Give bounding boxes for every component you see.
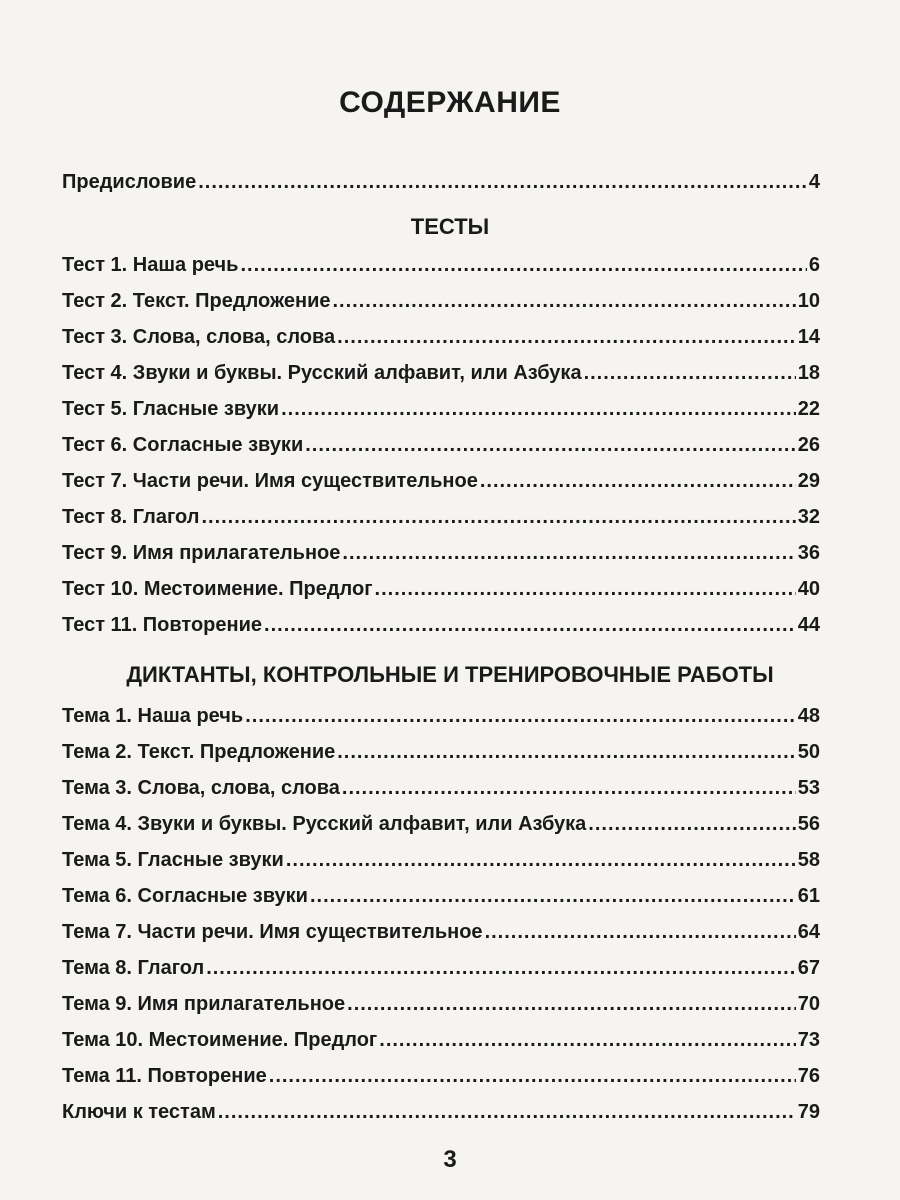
toc-entry-label: Ключи к тестам xyxy=(62,1101,216,1123)
toc-entry[interactable] xyxy=(62,319,820,349)
toc-entry-page: 6 xyxy=(808,254,820,276)
dot-leader xyxy=(240,254,806,277)
toc-entry-page: 50 xyxy=(797,741,820,763)
toc-entry-page: 48 xyxy=(797,705,820,727)
toc-entry-label: Тема 4. Звуки и буквы. Русский алфавит, или Азбука xyxy=(62,813,587,835)
toc-entry-preface[interactable] xyxy=(62,164,820,194)
toc-entry-label: Тема 5. Гласные звуки xyxy=(62,849,284,871)
toc-entry[interactable] xyxy=(62,571,820,601)
toc-entry-label: Тема 3. Слова, слова, слова xyxy=(62,777,340,799)
dot-leader xyxy=(269,1065,796,1088)
toc-entry[interactable] xyxy=(62,247,820,277)
toc-entry-label: Тема 8. Глагол xyxy=(62,957,205,979)
toc-entry-label: Тема 10. Местоимение. Предлог xyxy=(62,1029,378,1051)
toc-entry[interactable] xyxy=(62,950,820,980)
dot-leader xyxy=(342,542,795,565)
dot-leader xyxy=(201,506,795,529)
toc-entry-page: 79 xyxy=(797,1101,820,1123)
toc-entry[interactable] xyxy=(62,535,820,565)
toc-entry-page: 61 xyxy=(797,885,820,907)
toc-entry[interactable] xyxy=(62,986,820,1016)
toc-entry-page: 70 xyxy=(797,993,820,1015)
toc-entry-label: Тема 11. Повторение xyxy=(62,1065,267,1087)
dot-leader xyxy=(245,705,796,728)
toc-entry-page: 67 xyxy=(797,957,820,979)
toc-entry-page: 14 xyxy=(797,326,820,348)
toc-entry[interactable] xyxy=(62,842,820,872)
toc-entry-page: 18 xyxy=(797,362,820,384)
toc-entry[interactable] xyxy=(62,878,820,908)
toc-entry-label: Тест 9. Имя прилагательное xyxy=(62,542,341,564)
toc-entry-label: Тест 5. Гласные звуки xyxy=(62,398,280,420)
toc-entry-page: 76 xyxy=(797,1065,820,1087)
toc-entry-page: 4 xyxy=(808,171,820,193)
toc-entry[interactable] xyxy=(62,283,820,313)
toc-entry[interactable] xyxy=(62,499,820,529)
dot-leader xyxy=(480,470,796,493)
toc-entry-label: Тест 2. Текст. Предложение xyxy=(62,290,331,312)
toc-entry-page: 44 xyxy=(797,614,820,636)
toc-entry-page: 26 xyxy=(797,434,820,456)
toc-entry[interactable] xyxy=(62,914,820,944)
dot-leader xyxy=(206,957,796,980)
toc-entry[interactable] xyxy=(62,770,820,800)
page-title: СОДЕРЖАНИЕ xyxy=(339,86,561,119)
dot-leader xyxy=(337,326,796,349)
toc-entry-label: Тема 2. Текст. Предложение xyxy=(62,741,336,763)
dot-leader xyxy=(286,849,796,872)
toc-entry-label: Тест 11. Повторение xyxy=(62,614,263,636)
toc-entry-page: 36 xyxy=(797,542,820,564)
toc-entry-label: Тема 1. Наша речь xyxy=(62,705,244,727)
dot-leader xyxy=(281,398,796,421)
toc-entry-label: Тест 4. Звуки и буквы. Русский алфавит, или Азбука xyxy=(62,362,582,384)
toc-entry-page: 10 xyxy=(797,290,820,312)
dot-leader xyxy=(218,1101,796,1124)
toc-entry-label: Тест 10. Местоимение. Предлог xyxy=(62,578,373,600)
dot-leader xyxy=(584,362,796,385)
dot-leader xyxy=(375,578,796,601)
dot-leader xyxy=(337,741,796,764)
toc-entry[interactable] xyxy=(62,391,820,421)
toc-entry-label: Тест 7. Части речи. Имя существительное xyxy=(62,470,478,492)
toc-entry-page: 58 xyxy=(797,849,820,871)
toc-entry[interactable] xyxy=(62,607,820,637)
toc-entry[interactable] xyxy=(62,1022,820,1052)
dot-leader xyxy=(342,777,796,800)
toc-entry-label: Тест 8. Глагол xyxy=(62,506,200,528)
toc-entry-keys[interactable] xyxy=(62,1094,820,1124)
toc-entry[interactable] xyxy=(62,427,820,457)
toc-entry-page: 29 xyxy=(797,470,820,492)
toc-entry[interactable] xyxy=(62,734,820,764)
section-heading-tests: ТЕСТЫ xyxy=(410,214,490,239)
dot-leader xyxy=(333,290,796,313)
dot-leader xyxy=(347,993,796,1016)
dot-leader xyxy=(310,885,796,908)
toc-entry-page: 40 xyxy=(797,578,820,600)
section-heading-works: ДИКТАНТЫ, КОНТРОЛЬНЫЕ И ТРЕНИРОВОЧНЫЕ РАБОТЫ xyxy=(126,662,774,687)
page-number: 3 xyxy=(443,1146,457,1173)
toc-entry-label: Предисловие xyxy=(62,171,197,193)
toc-entry-label: Тема 6. Согласные звуки xyxy=(62,885,308,907)
toc-entry[interactable] xyxy=(62,698,820,728)
dot-leader xyxy=(305,434,796,457)
dot-leader xyxy=(588,813,795,836)
toc-entry-label: Тема 7. Части речи. Имя существительное xyxy=(62,921,483,943)
toc-entry-page: 64 xyxy=(797,921,820,943)
toc-entry-page: 53 xyxy=(797,777,820,799)
dot-leader xyxy=(264,614,796,637)
toc-entry-label: Тест 1. Наша речь xyxy=(62,254,239,276)
toc-entry-page: 22 xyxy=(797,398,820,420)
toc-entry[interactable] xyxy=(62,355,820,385)
dot-leader xyxy=(485,921,796,944)
toc-entry-page: 73 xyxy=(797,1029,820,1051)
dot-leader xyxy=(379,1029,795,1052)
dot-leader xyxy=(198,171,807,194)
toc-entry-page: 56 xyxy=(797,813,820,835)
toc-entry-label: Тест 3. Слова, слова, слова xyxy=(62,326,336,348)
toc-entry[interactable] xyxy=(62,1058,820,1088)
toc-entry[interactable] xyxy=(62,806,820,836)
toc-entry-page: 32 xyxy=(797,506,820,528)
toc-entry-label: Тема 9. Имя прилагательное xyxy=(62,993,346,1015)
toc-entry[interactable] xyxy=(62,463,820,493)
toc-entry-label: Тест 6. Согласные звуки xyxy=(62,434,304,456)
